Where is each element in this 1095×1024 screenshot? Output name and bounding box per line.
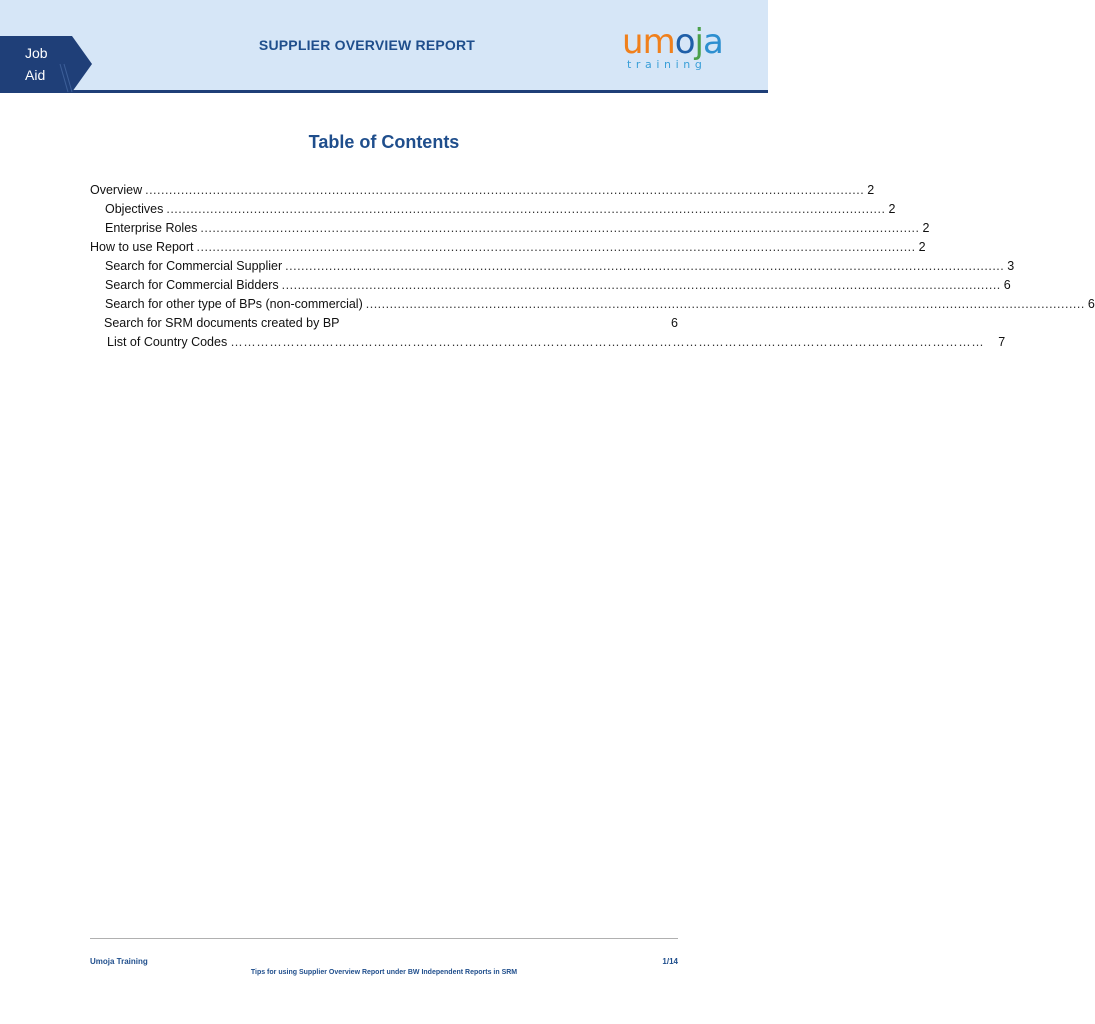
footer-org: Umoja Training [90,957,148,966]
toc-entry-enterprise-roles[interactable] [90,219,930,238]
toc-entry-label: Search for Commercial Supplier [105,259,283,273]
footer-page-count: 1/14 [662,957,678,966]
toc-entry-label: Search for Commercial Bidders [105,278,279,292]
job-aid-badge [0,36,92,92]
toc-page-number: 2 [867,183,875,197]
table-of-contents [90,181,1095,352]
footer-divider [90,938,678,939]
toc-leader-dots: ..................................................................................................................................................................................... [200,221,920,235]
job-aid-line2: Aid [25,67,46,83]
toc-page-number: 2 [922,221,930,235]
toc-page-number: 6 [1003,278,1011,292]
toc-leader-dots: ..................................................................................................................................................................................... [285,259,1005,273]
toc-entry-country-codes[interactable] [90,333,1006,352]
toc-entry-label: Overview [90,183,143,197]
header-divider [0,90,768,93]
toc-entry-how-to-use-report[interactable] [90,238,926,257]
logo-wordmark: umoja [622,22,723,62]
report-title: SUPPLIER OVERVIEW REPORT [258,37,476,53]
toc-entry-commercial-bidders[interactable] [90,276,1011,295]
toc-title: Table of Contents [308,132,460,152]
toc-entry-label: Search for other type of BPs (non-commercial) [105,297,363,311]
toc-page-number: 2 [918,240,926,254]
toc-page-number: 3 [1007,259,1015,273]
toc-entry-commercial-supplier[interactable] [90,257,1015,276]
toc-entry-label: Search for SRM documents created by BP [104,316,340,330]
toc-page-number: 6 [1087,297,1095,311]
logo-subtitle: training [627,58,707,71]
toc-leader-dots: ..................................................................................................................................................................................... [196,240,916,254]
toc-entry-objectives[interactable] [90,200,896,219]
footer-doc-title: Tips for using Supplier Overview Report under BW Independent Reports in SRM [250,969,518,976]
toc-entry-label: How to use Report [90,240,194,254]
toc-leader-dots: ………………………………………………………………………………………………………………………………………………………… [230,335,985,349]
toc-leader-dots: ..................................................................................................................................................................................... [281,278,1001,292]
toc-entry-srm-documents[interactable] [90,314,678,333]
toc-leader-dots: ..................................................................................................................................................................................... [365,297,1085,311]
toc-page-number: 2 [888,202,896,216]
toc-leader-dots: ..................................................................................................................................................................................... [166,202,886,216]
toc-entry-label: Objectives [105,202,164,216]
toc-entry-overview[interactable] [90,181,875,200]
toc-page-number: 6 [671,316,678,330]
umoja-training-logo [620,20,750,80]
toc-entry-label: Enterprise Roles [105,221,198,235]
toc-entry-non-commercial-bps[interactable] [90,295,1095,314]
job-aid-label [25,42,48,86]
toc-leader-dots: ..................................................................................................................................................................................... [145,183,865,197]
toc-page-number: 7 [998,335,1006,349]
toc-entry-label: List of Country Codes [107,335,228,349]
job-aid-line1: Job [25,45,48,61]
